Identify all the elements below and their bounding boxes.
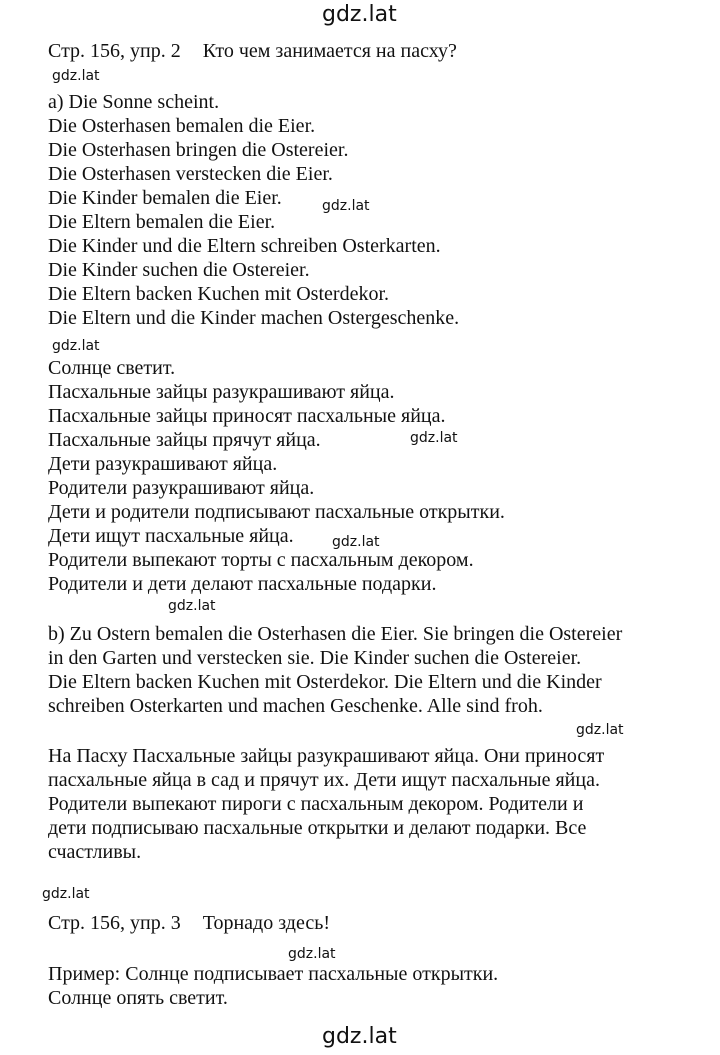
text-line: Die Eltern bemalen die Eier. <box>48 211 276 233</box>
watermark-bottom: gdz.lat <box>322 1024 397 1049</box>
watermark: gdz.lat <box>52 338 100 354</box>
text-line: Родители выпекают торты с пасхальным декором. <box>48 549 474 571</box>
text-line: Die Eltern backen Kuchen mit Osterdekor. Die Eltern und die Kinder <box>48 671 602 693</box>
exercise-3-heading <box>48 912 330 935</box>
text-line: in den Garten und verstecken sie. Die Kinder suchen die Ostereier. <box>48 647 582 669</box>
text-line: schreiben Osterkarten und machen Geschenke. Alle sind froh. <box>48 695 543 717</box>
text-line: На Пасху Пасхальные зайцы разукрашивают яйца. Они приносят <box>48 745 605 767</box>
text-line: Родители и дети делают пасхальные подарки. <box>48 573 437 595</box>
watermark: gdz.lat <box>576 722 624 738</box>
text-line: b) Zu Ostern bemalen die Osterhasen die Eier. Sie bringen die Ostereier <box>48 623 623 645</box>
text-line: Солнце светит. <box>48 357 176 379</box>
text-line: Die Kinder bemalen die Eier. <box>48 187 282 209</box>
text-line: пасхальные яйца в сад и прячут их. Дети ищут пасхальные яйца. <box>48 769 600 791</box>
text-line: Родители разукрашивают яйца. <box>48 477 315 499</box>
text-line: Die Kinder suchen die Ostereier. <box>48 259 310 281</box>
text-line: дети подписываю пасхальные открытки и делают подарки. Все <box>48 817 587 839</box>
text-line: Дети и родители подписывают пасхальные открытки. <box>48 501 505 523</box>
text-line: Die Osterhasen bringen die Ostereier. <box>48 139 349 161</box>
text-line: Пасхальные зайцы прячут яйца. <box>48 429 321 451</box>
text-line: Die Osterhasen verstecken die Eier. <box>48 163 333 185</box>
text-line: a) Die Sonne scheint. <box>48 91 220 113</box>
watermark: gdz.lat <box>288 946 336 962</box>
exercise-title: Кто чем занимается на пасху? <box>202 40 457 62</box>
exercise-ref: Стр. 156, упр. 3 <box>48 912 181 934</box>
watermark: gdz.lat <box>410 430 458 446</box>
text-line: Die Eltern backen Kuchen mit Osterdekor. <box>48 283 389 305</box>
text-line: Die Osterhasen bemalen die Eier. <box>48 115 316 137</box>
watermark-top: gdz.lat <box>322 2 397 27</box>
watermark: gdz.lat <box>42 886 90 902</box>
text-line: Пасхальные зайцы разукрашивают яйца. <box>48 381 395 403</box>
text-line: Дети ищут пасхальные яйца. <box>48 525 294 547</box>
text-line: Die Kinder und die Eltern schreiben Osterkarten. <box>48 235 441 257</box>
text-line: Дети разукрашивают яйца. <box>48 453 278 475</box>
text-line: Родители выпекают пироги с пасхальным декором. Родители и <box>48 793 584 815</box>
text-line: счастливы. <box>48 841 142 863</box>
text-line: Die Eltern und die Kinder machen Ostergeschenke. <box>48 307 460 329</box>
exercise-title: Торнадо здесь! <box>202 912 330 934</box>
watermark: gdz.lat <box>52 68 100 84</box>
watermark: gdz.lat <box>322 198 370 214</box>
text-line: Пример: Солнце подписывает пасхальные открытки. <box>48 963 499 985</box>
exercise-ref: Стр. 156, упр. 2 <box>48 40 181 62</box>
text-line: Пасхальные зайцы приносят пасхальные яйца. <box>48 405 446 427</box>
exercise-2-heading <box>48 40 457 63</box>
watermark: gdz.lat <box>332 534 380 550</box>
text-line: Солнце опять светит. <box>48 987 228 1009</box>
watermark: gdz.lat <box>168 598 216 614</box>
